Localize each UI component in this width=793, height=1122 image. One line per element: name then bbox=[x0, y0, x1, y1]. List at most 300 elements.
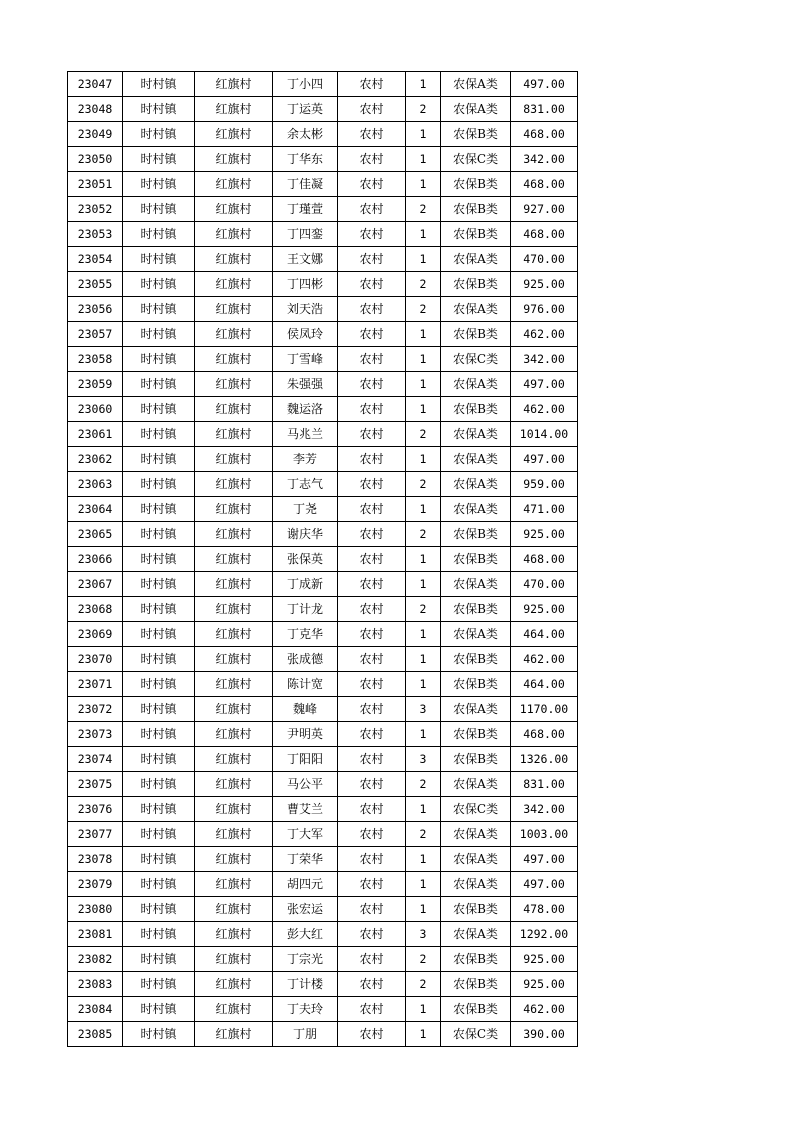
village-cell: 红旗村 bbox=[195, 72, 273, 97]
person-count-cell: 2 bbox=[406, 422, 441, 447]
table-row bbox=[68, 522, 578, 547]
table-row bbox=[68, 1022, 578, 1047]
insurance-category-cell: 农保A类 bbox=[441, 497, 511, 522]
table-row bbox=[68, 172, 578, 197]
name-cell: 曹艾兰 bbox=[273, 797, 338, 822]
village-cell: 红旗村 bbox=[195, 322, 273, 347]
amount-cell: 831.00 bbox=[511, 772, 578, 797]
village-cell: 红旗村 bbox=[195, 97, 273, 122]
name-cell: 丁瑾萱 bbox=[273, 197, 338, 222]
household-type-cell: 农村 bbox=[338, 197, 406, 222]
amount-cell: 390.00 bbox=[511, 1022, 578, 1047]
household-type-cell: 农村 bbox=[338, 172, 406, 197]
table-row bbox=[68, 822, 578, 847]
household-type-cell: 农村 bbox=[338, 547, 406, 572]
insurance-category-cell: 农保A类 bbox=[441, 97, 511, 122]
household-type-cell: 农村 bbox=[338, 72, 406, 97]
insurance-category-cell: 农保B类 bbox=[441, 672, 511, 697]
person-count-cell: 1 bbox=[406, 847, 441, 872]
person-count-cell: 1 bbox=[406, 447, 441, 472]
record-id-cell: 23055 bbox=[68, 272, 123, 297]
village-cell: 红旗村 bbox=[195, 897, 273, 922]
person-count-cell: 1 bbox=[406, 147, 441, 172]
person-count-cell: 1 bbox=[406, 322, 441, 347]
insurance-category-cell: 农保A类 bbox=[441, 297, 511, 322]
name-cell: 胡四元 bbox=[273, 872, 338, 897]
town-cell: 时村镇 bbox=[123, 872, 195, 897]
village-cell: 红旗村 bbox=[195, 922, 273, 947]
amount-cell: 959.00 bbox=[511, 472, 578, 497]
insurance-category-cell: 农保B类 bbox=[441, 947, 511, 972]
town-cell: 时村镇 bbox=[123, 597, 195, 622]
insurance-category-cell: 农保A类 bbox=[441, 697, 511, 722]
record-id-cell: 23069 bbox=[68, 622, 123, 647]
village-cell: 红旗村 bbox=[195, 347, 273, 372]
record-id-cell: 23084 bbox=[68, 997, 123, 1022]
insurance-category-cell: 农保B类 bbox=[441, 897, 511, 922]
person-count-cell: 1 bbox=[406, 722, 441, 747]
name-cell: 丁夫玲 bbox=[273, 997, 338, 1022]
household-type-cell: 农村 bbox=[338, 647, 406, 672]
village-cell: 红旗村 bbox=[195, 647, 273, 672]
insurance-category-cell: 农保A类 bbox=[441, 847, 511, 872]
table-row bbox=[68, 697, 578, 722]
insurance-category-cell: 农保B类 bbox=[441, 972, 511, 997]
town-cell: 时村镇 bbox=[123, 247, 195, 272]
amount-cell: 1014.00 bbox=[511, 422, 578, 447]
amount-cell: 464.00 bbox=[511, 622, 578, 647]
amount-cell: 497.00 bbox=[511, 447, 578, 472]
insurance-category-cell: 农保A类 bbox=[441, 422, 511, 447]
table-row bbox=[68, 647, 578, 672]
table-row bbox=[68, 147, 578, 172]
table-row bbox=[68, 672, 578, 697]
person-count-cell: 1 bbox=[406, 247, 441, 272]
insurance-category-cell: 农保C类 bbox=[441, 1022, 511, 1047]
table-row bbox=[68, 472, 578, 497]
person-count-cell: 2 bbox=[406, 972, 441, 997]
name-cell: 张宏运 bbox=[273, 897, 338, 922]
record-id-cell: 23070 bbox=[68, 647, 123, 672]
person-count-cell: 1 bbox=[406, 647, 441, 672]
insurance-category-cell: 农保A类 bbox=[441, 622, 511, 647]
amount-cell: 925.00 bbox=[511, 522, 578, 547]
table-row bbox=[68, 222, 578, 247]
table-row bbox=[68, 97, 578, 122]
amount-cell: 464.00 bbox=[511, 672, 578, 697]
amount-cell: 925.00 bbox=[511, 272, 578, 297]
insurance-category-cell: 农保A类 bbox=[441, 772, 511, 797]
table-row bbox=[68, 122, 578, 147]
village-cell: 红旗村 bbox=[195, 497, 273, 522]
person-count-cell: 1 bbox=[406, 372, 441, 397]
village-cell: 红旗村 bbox=[195, 422, 273, 447]
name-cell: 丁雪峰 bbox=[273, 347, 338, 372]
town-cell: 时村镇 bbox=[123, 722, 195, 747]
record-id-cell: 23073 bbox=[68, 722, 123, 747]
record-id-cell: 23072 bbox=[68, 697, 123, 722]
town-cell: 时村镇 bbox=[123, 622, 195, 647]
household-type-cell: 农村 bbox=[338, 372, 406, 397]
table-row bbox=[68, 72, 578, 97]
person-count-cell: 1 bbox=[406, 497, 441, 522]
town-cell: 时村镇 bbox=[123, 772, 195, 797]
record-id-cell: 23063 bbox=[68, 472, 123, 497]
amount-cell: 462.00 bbox=[511, 397, 578, 422]
village-cell: 红旗村 bbox=[195, 772, 273, 797]
name-cell: 王文娜 bbox=[273, 247, 338, 272]
village-cell: 红旗村 bbox=[195, 447, 273, 472]
person-count-cell: 2 bbox=[406, 522, 441, 547]
table-row bbox=[68, 272, 578, 297]
insurance-category-cell: 农保C类 bbox=[441, 147, 511, 172]
insurance-category-cell: 农保B类 bbox=[441, 197, 511, 222]
person-count-cell: 1 bbox=[406, 872, 441, 897]
person-count-cell: 1 bbox=[406, 547, 441, 572]
village-cell: 红旗村 bbox=[195, 122, 273, 147]
table-row bbox=[68, 297, 578, 322]
amount-cell: 927.00 bbox=[511, 197, 578, 222]
town-cell: 时村镇 bbox=[123, 372, 195, 397]
village-cell: 红旗村 bbox=[195, 697, 273, 722]
household-type-cell: 农村 bbox=[338, 872, 406, 897]
person-count-cell: 1 bbox=[406, 72, 441, 97]
amount-cell: 497.00 bbox=[511, 372, 578, 397]
household-type-cell: 农村 bbox=[338, 347, 406, 372]
household-type-cell: 农村 bbox=[338, 472, 406, 497]
table-row bbox=[68, 847, 578, 872]
insurance-category-cell: 农保A类 bbox=[441, 922, 511, 947]
record-id-cell: 23050 bbox=[68, 147, 123, 172]
amount-cell: 1170.00 bbox=[511, 697, 578, 722]
table-row bbox=[68, 347, 578, 372]
household-type-cell: 农村 bbox=[338, 572, 406, 597]
village-cell: 红旗村 bbox=[195, 197, 273, 222]
household-type-cell: 农村 bbox=[338, 397, 406, 422]
household-type-cell: 农村 bbox=[338, 772, 406, 797]
name-cell: 丁计龙 bbox=[273, 597, 338, 622]
village-cell: 红旗村 bbox=[195, 522, 273, 547]
village-cell: 红旗村 bbox=[195, 672, 273, 697]
name-cell: 丁尧 bbox=[273, 497, 338, 522]
table-body bbox=[68, 72, 578, 1047]
data-table bbox=[67, 71, 578, 1047]
person-count-cell: 1 bbox=[406, 122, 441, 147]
village-cell: 红旗村 bbox=[195, 272, 273, 297]
town-cell: 时村镇 bbox=[123, 997, 195, 1022]
person-count-cell: 2 bbox=[406, 97, 441, 122]
household-type-cell: 农村 bbox=[338, 1022, 406, 1047]
insurance-category-cell: 农保B类 bbox=[441, 722, 511, 747]
amount-cell: 470.00 bbox=[511, 247, 578, 272]
name-cell: 丁小四 bbox=[273, 72, 338, 97]
town-cell: 时村镇 bbox=[123, 947, 195, 972]
insurance-category-cell: 农保A类 bbox=[441, 247, 511, 272]
insurance-category-cell: 农保A类 bbox=[441, 372, 511, 397]
amount-cell: 468.00 bbox=[511, 547, 578, 572]
insurance-category-cell: 农保A类 bbox=[441, 822, 511, 847]
village-cell: 红旗村 bbox=[195, 597, 273, 622]
insurance-category-cell: 农保B类 bbox=[441, 522, 511, 547]
person-count-cell: 2 bbox=[406, 272, 441, 297]
record-id-cell: 23079 bbox=[68, 872, 123, 897]
town-cell: 时村镇 bbox=[123, 522, 195, 547]
name-cell: 马公平 bbox=[273, 772, 338, 797]
household-type-cell: 农村 bbox=[338, 222, 406, 247]
household-type-cell: 农村 bbox=[338, 922, 406, 947]
town-cell: 时村镇 bbox=[123, 497, 195, 522]
person-count-cell: 1 bbox=[406, 572, 441, 597]
table-row bbox=[68, 922, 578, 947]
town-cell: 时村镇 bbox=[123, 572, 195, 597]
insurance-category-cell: 农保A类 bbox=[441, 572, 511, 597]
table-row bbox=[68, 197, 578, 222]
record-id-cell: 23081 bbox=[68, 922, 123, 947]
household-type-cell: 农村 bbox=[338, 697, 406, 722]
insurance-category-cell: 农保B类 bbox=[441, 122, 511, 147]
insurance-category-cell: 农保C类 bbox=[441, 797, 511, 822]
name-cell: 丁克华 bbox=[273, 622, 338, 647]
insurance-category-cell: 农保B类 bbox=[441, 172, 511, 197]
insurance-category-cell: 农保C类 bbox=[441, 347, 511, 372]
amount-cell: 1292.00 bbox=[511, 922, 578, 947]
name-cell: 丁志气 bbox=[273, 472, 338, 497]
village-cell: 红旗村 bbox=[195, 172, 273, 197]
amount-cell: 342.00 bbox=[511, 797, 578, 822]
amount-cell: 342.00 bbox=[511, 147, 578, 172]
person-count-cell: 1 bbox=[406, 1022, 441, 1047]
person-count-cell: 2 bbox=[406, 597, 441, 622]
town-cell: 时村镇 bbox=[123, 322, 195, 347]
table-row bbox=[68, 947, 578, 972]
household-type-cell: 农村 bbox=[338, 947, 406, 972]
town-cell: 时村镇 bbox=[123, 897, 195, 922]
amount-cell: 342.00 bbox=[511, 347, 578, 372]
amount-cell: 925.00 bbox=[511, 972, 578, 997]
town-cell: 时村镇 bbox=[123, 822, 195, 847]
record-id-cell: 23076 bbox=[68, 797, 123, 822]
record-id-cell: 23083 bbox=[68, 972, 123, 997]
amount-cell: 976.00 bbox=[511, 297, 578, 322]
town-cell: 时村镇 bbox=[123, 797, 195, 822]
table-row bbox=[68, 547, 578, 572]
household-type-cell: 农村 bbox=[338, 272, 406, 297]
village-cell: 红旗村 bbox=[195, 297, 273, 322]
name-cell: 尹明英 bbox=[273, 722, 338, 747]
record-id-cell: 23054 bbox=[68, 247, 123, 272]
amount-cell: 497.00 bbox=[511, 872, 578, 897]
amount-cell: 471.00 bbox=[511, 497, 578, 522]
town-cell: 时村镇 bbox=[123, 922, 195, 947]
person-count-cell: 2 bbox=[406, 772, 441, 797]
name-cell: 陈计宽 bbox=[273, 672, 338, 697]
town-cell: 时村镇 bbox=[123, 547, 195, 572]
village-cell: 红旗村 bbox=[195, 1022, 273, 1047]
record-id-cell: 23057 bbox=[68, 322, 123, 347]
record-id-cell: 23082 bbox=[68, 947, 123, 972]
household-type-cell: 农村 bbox=[338, 672, 406, 697]
village-cell: 红旗村 bbox=[195, 547, 273, 572]
table-row bbox=[68, 622, 578, 647]
town-cell: 时村镇 bbox=[123, 647, 195, 672]
household-type-cell: 农村 bbox=[338, 747, 406, 772]
table-row bbox=[68, 972, 578, 997]
insurance-category-cell: 农保A类 bbox=[441, 472, 511, 497]
name-cell: 丁华东 bbox=[273, 147, 338, 172]
person-count-cell: 3 bbox=[406, 697, 441, 722]
record-id-cell: 23058 bbox=[68, 347, 123, 372]
name-cell: 刘天浩 bbox=[273, 297, 338, 322]
record-id-cell: 23062 bbox=[68, 447, 123, 472]
record-id-cell: 23059 bbox=[68, 372, 123, 397]
amount-cell: 468.00 bbox=[511, 722, 578, 747]
table-row bbox=[68, 597, 578, 622]
village-cell: 红旗村 bbox=[195, 872, 273, 897]
name-cell: 魏运洛 bbox=[273, 397, 338, 422]
table-row bbox=[68, 322, 578, 347]
record-id-cell: 23068 bbox=[68, 597, 123, 622]
amount-cell: 497.00 bbox=[511, 847, 578, 872]
person-count-cell: 1 bbox=[406, 622, 441, 647]
record-id-cell: 23061 bbox=[68, 422, 123, 447]
town-cell: 时村镇 bbox=[123, 697, 195, 722]
household-type-cell: 农村 bbox=[338, 597, 406, 622]
record-id-cell: 23052 bbox=[68, 197, 123, 222]
record-id-cell: 23047 bbox=[68, 72, 123, 97]
name-cell: 马兆兰 bbox=[273, 422, 338, 447]
name-cell: 丁四彬 bbox=[273, 272, 338, 297]
person-count-cell: 1 bbox=[406, 797, 441, 822]
name-cell: 丁荣华 bbox=[273, 847, 338, 872]
insurance-category-cell: 农保B类 bbox=[441, 272, 511, 297]
record-id-cell: 23067 bbox=[68, 572, 123, 597]
person-count-cell: 2 bbox=[406, 197, 441, 222]
name-cell: 张成德 bbox=[273, 647, 338, 672]
household-type-cell: 农村 bbox=[338, 522, 406, 547]
table-row bbox=[68, 497, 578, 522]
village-cell: 红旗村 bbox=[195, 997, 273, 1022]
insurance-category-cell: 农保A类 bbox=[441, 872, 511, 897]
household-type-cell: 农村 bbox=[338, 247, 406, 272]
person-count-cell: 3 bbox=[406, 747, 441, 772]
village-cell: 红旗村 bbox=[195, 247, 273, 272]
town-cell: 时村镇 bbox=[123, 447, 195, 472]
amount-cell: 831.00 bbox=[511, 97, 578, 122]
name-cell: 丁大军 bbox=[273, 822, 338, 847]
household-type-cell: 农村 bbox=[338, 622, 406, 647]
village-cell: 红旗村 bbox=[195, 847, 273, 872]
insurance-category-cell: 农保B类 bbox=[441, 547, 511, 572]
person-count-cell: 2 bbox=[406, 947, 441, 972]
name-cell: 谢庆华 bbox=[273, 522, 338, 547]
amount-cell: 468.00 bbox=[511, 172, 578, 197]
record-id-cell: 23074 bbox=[68, 747, 123, 772]
name-cell: 魏峰 bbox=[273, 697, 338, 722]
household-type-cell: 农村 bbox=[338, 97, 406, 122]
name-cell: 余太彬 bbox=[273, 122, 338, 147]
record-id-cell: 23064 bbox=[68, 497, 123, 522]
name-cell: 侯凤玲 bbox=[273, 322, 338, 347]
amount-cell: 1003.00 bbox=[511, 822, 578, 847]
village-cell: 红旗村 bbox=[195, 822, 273, 847]
town-cell: 时村镇 bbox=[123, 422, 195, 447]
person-count-cell: 1 bbox=[406, 222, 441, 247]
village-cell: 红旗村 bbox=[195, 972, 273, 997]
table-row bbox=[68, 247, 578, 272]
record-id-cell: 23051 bbox=[68, 172, 123, 197]
name-cell: 张保英 bbox=[273, 547, 338, 572]
amount-cell: 462.00 bbox=[511, 322, 578, 347]
person-count-cell: 1 bbox=[406, 897, 441, 922]
insurance-category-cell: 农保A类 bbox=[441, 72, 511, 97]
household-type-cell: 农村 bbox=[338, 322, 406, 347]
town-cell: 时村镇 bbox=[123, 847, 195, 872]
household-type-cell: 农村 bbox=[338, 722, 406, 747]
person-count-cell: 3 bbox=[406, 922, 441, 947]
household-type-cell: 农村 bbox=[338, 897, 406, 922]
household-type-cell: 农村 bbox=[338, 497, 406, 522]
town-cell: 时村镇 bbox=[123, 472, 195, 497]
village-cell: 红旗村 bbox=[195, 372, 273, 397]
amount-cell: 925.00 bbox=[511, 947, 578, 972]
insurance-category-cell: 农保A类 bbox=[441, 447, 511, 472]
table-row bbox=[68, 397, 578, 422]
person-count-cell: 2 bbox=[406, 822, 441, 847]
person-count-cell: 1 bbox=[406, 997, 441, 1022]
village-cell: 红旗村 bbox=[195, 222, 273, 247]
table-row bbox=[68, 772, 578, 797]
household-type-cell: 农村 bbox=[338, 797, 406, 822]
village-cell: 红旗村 bbox=[195, 797, 273, 822]
amount-cell: 468.00 bbox=[511, 222, 578, 247]
household-type-cell: 农村 bbox=[338, 147, 406, 172]
record-id-cell: 23065 bbox=[68, 522, 123, 547]
town-cell: 时村镇 bbox=[123, 397, 195, 422]
name-cell: 丁计楼 bbox=[273, 972, 338, 997]
name-cell: 朱强强 bbox=[273, 372, 338, 397]
insurance-category-cell: 农保B类 bbox=[441, 222, 511, 247]
household-type-cell: 农村 bbox=[338, 847, 406, 872]
table-row bbox=[68, 422, 578, 447]
amount-cell: 468.00 bbox=[511, 122, 578, 147]
record-id-cell: 23056 bbox=[68, 297, 123, 322]
insurance-category-cell: 农保B类 bbox=[441, 747, 511, 772]
person-count-cell: 1 bbox=[406, 672, 441, 697]
name-cell: 丁宗光 bbox=[273, 947, 338, 972]
town-cell: 时村镇 bbox=[123, 972, 195, 997]
name-cell: 丁朋 bbox=[273, 1022, 338, 1047]
insurance-category-cell: 农保B类 bbox=[441, 647, 511, 672]
village-cell: 红旗村 bbox=[195, 747, 273, 772]
table-row bbox=[68, 897, 578, 922]
town-cell: 时村镇 bbox=[123, 347, 195, 372]
table-row bbox=[68, 372, 578, 397]
name-cell: 丁四銮 bbox=[273, 222, 338, 247]
amount-cell: 1326.00 bbox=[511, 747, 578, 772]
record-id-cell: 23077 bbox=[68, 822, 123, 847]
household-type-cell: 农村 bbox=[338, 972, 406, 997]
record-id-cell: 23085 bbox=[68, 1022, 123, 1047]
person-count-cell: 2 bbox=[406, 297, 441, 322]
household-type-cell: 农村 bbox=[338, 997, 406, 1022]
record-id-cell: 23075 bbox=[68, 772, 123, 797]
name-cell: 李芳 bbox=[273, 447, 338, 472]
name-cell: 丁成新 bbox=[273, 572, 338, 597]
table-row bbox=[68, 747, 578, 772]
village-cell: 红旗村 bbox=[195, 722, 273, 747]
town-cell: 时村镇 bbox=[123, 222, 195, 247]
household-type-cell: 农村 bbox=[338, 122, 406, 147]
